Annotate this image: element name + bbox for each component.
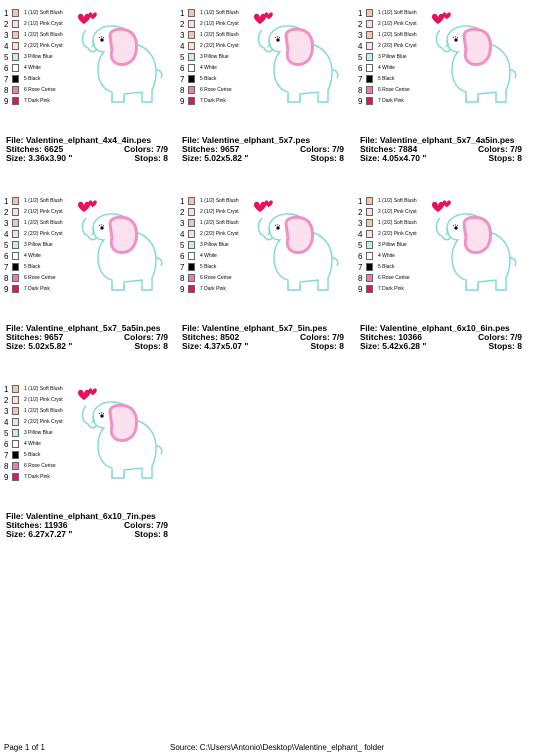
- color-count: 7/9: [510, 332, 522, 342]
- swatch-color: [12, 230, 19, 238]
- swatch-label: 7 Dark Pink: [378, 98, 404, 104]
- swatch-label: 3 Pillow Blue: [378, 242, 407, 248]
- design-size: 5.02x5.82 ": [28, 341, 73, 351]
- size-label: Size:: [6, 153, 26, 163]
- swatch-color: [366, 208, 373, 216]
- color-count: 7/9: [332, 332, 344, 342]
- file-name: Valentine_elphant_6x10_6in.pes: [379, 323, 510, 333]
- swatch-number: 2: [4, 396, 9, 405]
- swatch-number: 1: [4, 385, 9, 394]
- swatch-color: [366, 20, 373, 28]
- colors-label: Colors:: [478, 144, 508, 154]
- swatch-color: [12, 208, 19, 216]
- file-label: File:: [360, 323, 378, 333]
- swatch-color: [188, 97, 195, 105]
- swatch-color: [12, 440, 19, 448]
- swatch-label: 2 (2/2) Pink Cryst: [24, 43, 63, 49]
- design-info: [182, 136, 344, 163]
- swatch-number: 8: [358, 274, 363, 283]
- swatch-color: [12, 429, 19, 437]
- swatch-color: [12, 97, 19, 105]
- file-name: Valentine_elphant_4x4_4in.pes: [25, 135, 152, 145]
- swatch-label: 2 (1/2) Pink Cryst: [378, 21, 417, 27]
- swatch-label: 2 (2/2) Pink Cryst: [24, 231, 63, 237]
- swatch-number: 3: [4, 31, 9, 40]
- swatch-number: 9: [180, 97, 185, 106]
- swatch-label: 4 White: [24, 441, 41, 447]
- elephant-design-preview: [60, 376, 165, 486]
- swatch-number: 4: [4, 418, 9, 427]
- elephant-ear: [464, 217, 491, 252]
- swatch-color: [12, 53, 19, 61]
- swatch-number: 7: [4, 75, 9, 84]
- swatch-label: 4 White: [200, 65, 217, 71]
- swatch-number: 1: [358, 9, 363, 18]
- swatch-number: 1: [180, 197, 185, 206]
- swatch-number: 3: [180, 219, 185, 228]
- stops-label: Stops:: [310, 341, 337, 351]
- swatch-color: [12, 31, 19, 39]
- color-count: 7/9: [332, 144, 344, 154]
- file-label: File:: [6, 511, 24, 521]
- swatch-label: 7 Dark Pink: [24, 474, 50, 480]
- heart-icon: [78, 200, 97, 212]
- swatch-number: 9: [180, 285, 185, 294]
- page-number: Page 1 of 1: [4, 743, 45, 752]
- swatch-number: 7: [358, 263, 363, 272]
- swatch-color: [188, 219, 195, 227]
- stops-label: Stops:: [488, 341, 515, 351]
- elephant-ear: [110, 29, 137, 64]
- design-info: [182, 324, 344, 351]
- swatch-color: [366, 86, 373, 94]
- swatch-number: 1: [180, 9, 185, 18]
- design-size: 3.36x3.90 ": [28, 153, 73, 163]
- swatch-number: 3: [180, 31, 185, 40]
- stop-count: 8: [517, 153, 522, 163]
- design-card: [354, 196, 522, 376]
- stops-label: Stops:: [134, 153, 161, 163]
- swatch-label: 6 Rose Cerise: [24, 463, 56, 469]
- swatch-color: [366, 274, 373, 282]
- stop-count: 8: [517, 341, 522, 351]
- stitches-label: Stitches:: [6, 520, 42, 530]
- swatch-label: 1 (2/2) Soft Blush: [24, 220, 63, 226]
- swatch-label: 5 Black: [24, 452, 41, 458]
- swatch-label: 6 Rose Cerise: [378, 275, 410, 281]
- stop-count: 8: [163, 529, 168, 539]
- stitches-label: Stitches:: [6, 332, 42, 342]
- swatch-number: 3: [4, 219, 9, 228]
- swatch-color: [12, 20, 19, 28]
- design-card: [176, 196, 344, 376]
- swatch-label: 7 Dark Pink: [24, 98, 50, 104]
- swatch-number: 2: [4, 208, 9, 217]
- swatch-color: [12, 274, 19, 282]
- swatch-label: 4 White: [378, 253, 395, 259]
- swatch-color: [366, 241, 373, 249]
- swatch-label: 6 Rose Cerise: [200, 87, 232, 93]
- color-count: 7/9: [156, 332, 168, 342]
- elephant-design-preview: [236, 0, 341, 110]
- swatch-number: 6: [180, 252, 185, 261]
- file-name: Valentine_elphant_5x7.pes: [201, 135, 311, 145]
- design-card: [176, 8, 344, 188]
- size-label: Size:: [360, 153, 380, 163]
- design-size: 5.42x6.28 ": [382, 341, 427, 351]
- swatch-color: [188, 86, 195, 94]
- stop-count: 8: [163, 341, 168, 351]
- swatch-color: [12, 451, 19, 459]
- swatch-color: [12, 64, 19, 72]
- stitches-label: Stitches:: [360, 332, 396, 342]
- swatch-color: [188, 241, 195, 249]
- swatch-color: [366, 53, 373, 61]
- swatch-color: [188, 263, 195, 271]
- swatch-number: 6: [180, 64, 185, 73]
- colors-label: Colors:: [124, 144, 154, 154]
- color-count: 7/9: [156, 144, 168, 154]
- swatch-color: [366, 97, 373, 105]
- swatch-color: [12, 252, 19, 260]
- swatch-number: 6: [358, 252, 363, 261]
- swatch-label: 4 White: [24, 253, 41, 259]
- colors-label: Colors:: [124, 332, 154, 342]
- swatch-number: 8: [180, 86, 185, 95]
- swatch-color: [188, 9, 195, 17]
- swatch-number: 5: [4, 241, 9, 250]
- swatch-label: 4 White: [378, 65, 395, 71]
- swatch-color: [12, 219, 19, 227]
- elephant-design-preview: [414, 0, 519, 110]
- stitch-count: 7884: [398, 144, 418, 154]
- swatch-color: [366, 285, 373, 293]
- size-label: Size:: [6, 341, 26, 351]
- swatch-number: 3: [358, 31, 363, 40]
- swatch-color: [188, 197, 195, 205]
- swatch-color: [366, 219, 373, 227]
- swatch-label: 7 Dark Pink: [200, 98, 226, 104]
- swatch-label: 1 (1/2) Soft Blush: [378, 10, 417, 16]
- swatch-number: 7: [358, 75, 363, 84]
- swatch-label: 3 Pillow Blue: [200, 242, 229, 248]
- swatch-number: 6: [358, 64, 363, 73]
- stops-label: Stops:: [488, 153, 515, 163]
- swatch-color: [188, 230, 195, 238]
- swatch-number: 1: [4, 9, 9, 18]
- swatch-label: 2 (1/2) Pink Cryst: [24, 209, 63, 215]
- swatch-label: 1 (1/2) Soft Blush: [24, 198, 63, 204]
- elephant-ear: [464, 29, 491, 64]
- swatch-number: 2: [358, 208, 363, 217]
- swatch-label: 1 (2/2) Soft Blush: [378, 220, 417, 226]
- swatch-label: 6 Rose Cerise: [200, 275, 232, 281]
- swatch-number: 8: [180, 274, 185, 283]
- size-label: Size:: [182, 341, 202, 351]
- swatch-label: 2 (1/2) Pink Cryst: [200, 209, 239, 215]
- swatch-label: 3 Pillow Blue: [24, 54, 53, 60]
- swatch-number: 4: [358, 230, 363, 239]
- stops-label: Stops:: [134, 529, 161, 539]
- swatch-number: 9: [358, 285, 363, 294]
- stops-label: Stops:: [134, 341, 161, 351]
- swatch-number: 4: [4, 230, 9, 239]
- swatch-color: [188, 20, 195, 28]
- heart-icon: [78, 12, 97, 24]
- stitch-count: 9657: [220, 144, 240, 154]
- stops-label: Stops:: [310, 153, 337, 163]
- swatch-label: 4 White: [24, 65, 41, 71]
- swatch-color: [188, 75, 195, 83]
- swatch-number: 9: [358, 97, 363, 106]
- swatch-label: 6 Rose Cerise: [24, 87, 56, 93]
- swatch-number: 2: [358, 20, 363, 29]
- swatch-label: 6 Rose Cerise: [24, 275, 56, 281]
- design-info: [6, 136, 168, 163]
- swatch-label: 1 (1/2) Soft Blush: [200, 10, 239, 16]
- swatch-color: [188, 285, 195, 293]
- colors-label: Colors:: [300, 332, 330, 342]
- heart-icon: [432, 200, 451, 212]
- design-size: 4.05x4.70 ": [382, 153, 427, 163]
- swatch-label: 5 Black: [24, 76, 41, 82]
- swatch-number: 9: [4, 97, 9, 106]
- swatch-color: [188, 208, 195, 216]
- swatch-number: 5: [358, 241, 363, 250]
- swatch-label: 1 (2/2) Soft Blush: [24, 32, 63, 38]
- swatch-label: 1 (2/2) Soft Blush: [378, 32, 417, 38]
- color-count: 7/9: [156, 520, 168, 530]
- swatch-label: 2 (1/2) Pink Cryst: [24, 21, 63, 27]
- swatch-label: 1 (1/2) Soft Blush: [378, 198, 417, 204]
- design-card: [0, 196, 168, 376]
- file-label: File:: [182, 323, 200, 333]
- swatch-color: [366, 31, 373, 39]
- heart-icon: [78, 388, 97, 400]
- swatch-number: 1: [4, 197, 9, 206]
- swatch-color: [12, 263, 19, 271]
- colors-label: Colors:: [124, 520, 154, 530]
- source-path: Source: C:\Users\Antonio\Desktop\Valentine_elphant_ folder: [170, 743, 385, 752]
- swatch-color: [366, 64, 373, 72]
- size-label: Size:: [182, 153, 202, 163]
- swatch-color: [366, 9, 373, 17]
- elephant-ear: [110, 217, 137, 252]
- swatch-label: 3 Pillow Blue: [378, 54, 407, 60]
- stitches-label: Stitches:: [182, 144, 218, 154]
- swatch-label: 2 (2/2) Pink Cryst: [378, 43, 417, 49]
- design-size: 5.02x5.82 ": [204, 153, 249, 163]
- design-size: 6.27x7.27 ": [28, 529, 73, 539]
- swatch-color: [188, 31, 195, 39]
- stop-count: 8: [339, 341, 344, 351]
- file-name: Valentine_elphant_6x10_7in.pes: [25, 511, 156, 521]
- heart-icon: [254, 200, 273, 212]
- swatch-color: [12, 418, 19, 426]
- swatch-number: 8: [4, 86, 9, 95]
- swatch-label: 1 (1/2) Soft Blush: [24, 10, 63, 16]
- swatch-number: 8: [4, 462, 9, 471]
- swatch-number: 5: [4, 429, 9, 438]
- design-info: [6, 324, 168, 351]
- swatch-number: 9: [4, 473, 9, 482]
- swatch-number: 7: [4, 263, 9, 272]
- stitches-label: Stitches:: [360, 144, 396, 154]
- stitch-count: 9657: [44, 332, 64, 342]
- swatch-label: 1 (2/2) Soft Blush: [200, 32, 239, 38]
- stitch-count: 6625: [44, 144, 64, 154]
- swatch-color: [366, 263, 373, 271]
- swatch-label: 1 (2/2) Soft Blush: [200, 220, 239, 226]
- swatch-number: 4: [358, 42, 363, 51]
- colors-label: Colors:: [300, 144, 330, 154]
- swatch-number: 1: [358, 197, 363, 206]
- design-info: [360, 136, 522, 163]
- design-card: [0, 384, 168, 564]
- stitch-count: 10366: [398, 332, 422, 342]
- swatch-color: [12, 75, 19, 83]
- elephant-design-preview: [414, 188, 519, 298]
- swatch-color: [12, 385, 19, 393]
- swatch-number: 5: [180, 241, 185, 250]
- size-label: Size:: [6, 529, 26, 539]
- swatch-color: [366, 197, 373, 205]
- swatch-label: 1 (1/2) Soft Blush: [24, 386, 63, 392]
- swatch-number: 3: [4, 407, 9, 416]
- design-size: 4.37x5.07 ": [204, 341, 249, 351]
- swatch-color: [188, 53, 195, 61]
- swatch-label: 2 (1/2) Pink Cryst: [24, 397, 63, 403]
- swatch-number: 5: [180, 53, 185, 62]
- swatch-number: 2: [180, 20, 185, 29]
- swatch-color: [188, 64, 195, 72]
- swatch-number: 8: [4, 274, 9, 283]
- stitch-count: 8502: [220, 332, 240, 342]
- stop-count: 8: [339, 153, 344, 163]
- swatch-color: [12, 473, 19, 481]
- swatch-number: 6: [4, 252, 9, 261]
- swatch-color: [12, 197, 19, 205]
- stitches-label: Stitches:: [182, 332, 218, 342]
- swatch-number: 7: [4, 451, 9, 460]
- elephant-design-preview: [236, 188, 341, 298]
- swatch-color: [12, 42, 19, 50]
- heart-icon: [432, 12, 451, 24]
- swatch-color: [188, 274, 195, 282]
- file-name: Valentine_elphant_5x7_5in.pes: [201, 323, 328, 333]
- swatch-color: [366, 75, 373, 83]
- file-label: File:: [6, 323, 24, 333]
- swatch-label: 4 White: [200, 253, 217, 259]
- stop-count: 8: [163, 153, 168, 163]
- swatch-color: [12, 407, 19, 415]
- design-card: [354, 8, 522, 188]
- swatch-color: [366, 42, 373, 50]
- swatch-label: 1 (2/2) Soft Blush: [24, 408, 63, 414]
- design-info: [6, 512, 168, 539]
- swatch-label: 1 (1/2) Soft Blush: [200, 198, 239, 204]
- swatch-number: 6: [4, 64, 9, 73]
- elephant-ear: [110, 405, 137, 440]
- file-name: Valentine_elphant_5x7_5a5in.pes: [25, 323, 161, 333]
- swatch-color: [12, 9, 19, 17]
- heart-icon: [254, 12, 273, 24]
- swatch-number: 6: [4, 440, 9, 449]
- swatch-color: [188, 252, 195, 260]
- elephant-design-preview: [60, 188, 165, 298]
- swatch-label: 2 (2/2) Pink Cryst: [378, 231, 417, 237]
- file-label: File:: [360, 135, 378, 145]
- design-card: [0, 8, 168, 188]
- swatch-label: 5 Black: [378, 264, 395, 270]
- swatch-number: 2: [180, 208, 185, 217]
- file-label: File:: [182, 135, 200, 145]
- size-label: Size:: [360, 341, 380, 351]
- swatch-label: 2 (1/2) Pink Cryst: [378, 209, 417, 215]
- swatch-number: 4: [180, 230, 185, 239]
- file-label: File:: [6, 135, 24, 145]
- swatch-color: [366, 252, 373, 260]
- swatch-label: 5 Black: [200, 76, 217, 82]
- design-info: [360, 324, 522, 351]
- elephant-ear: [286, 29, 313, 64]
- swatch-number: 2: [4, 20, 9, 29]
- swatch-color: [12, 396, 19, 404]
- stitch-count: 11936: [44, 520, 68, 530]
- swatch-number: 7: [180, 75, 185, 84]
- swatch-number: 3: [358, 219, 363, 228]
- swatch-label: 7 Dark Pink: [200, 286, 226, 292]
- elephant-ear: [286, 217, 313, 252]
- swatch-label: 3 Pillow Blue: [200, 54, 229, 60]
- swatch-label: 5 Black: [24, 264, 41, 270]
- swatch-color: [12, 285, 19, 293]
- color-count: 7/9: [510, 144, 522, 154]
- swatch-label: 3 Pillow Blue: [24, 430, 53, 436]
- swatch-number: 4: [180, 42, 185, 51]
- swatch-label: 2 (2/2) Pink Cryst: [24, 419, 63, 425]
- swatch-label: 2 (1/2) Pink Cryst: [200, 21, 239, 27]
- swatch-number: 7: [180, 263, 185, 272]
- swatch-number: 8: [358, 86, 363, 95]
- swatch-number: 4: [4, 42, 9, 51]
- swatch-color: [12, 462, 19, 470]
- swatch-number: 5: [358, 53, 363, 62]
- swatch-label: 2 (2/2) Pink Cryst: [200, 231, 239, 237]
- swatch-label: 5 Black: [200, 264, 217, 270]
- swatch-color: [12, 86, 19, 94]
- swatch-color: [188, 42, 195, 50]
- swatch-label: 7 Dark Pink: [24, 286, 50, 292]
- file-name: Valentine_elphant_5x7_4a5in.pes: [379, 135, 515, 145]
- stitches-label: Stitches:: [6, 144, 42, 154]
- swatch-number: 5: [4, 53, 9, 62]
- swatch-color: [12, 241, 19, 249]
- swatch-color: [366, 230, 373, 238]
- swatch-label: 3 Pillow Blue: [24, 242, 53, 248]
- swatch-label: 5 Black: [378, 76, 395, 82]
- swatch-number: 9: [4, 285, 9, 294]
- colors-label: Colors:: [478, 332, 508, 342]
- elephant-design-preview: [60, 0, 165, 110]
- swatch-label: 6 Rose Cerise: [378, 87, 410, 93]
- swatch-label: 2 (2/2) Pink Cryst: [200, 43, 239, 49]
- swatch-label: 7 Dark Pink: [378, 286, 404, 292]
